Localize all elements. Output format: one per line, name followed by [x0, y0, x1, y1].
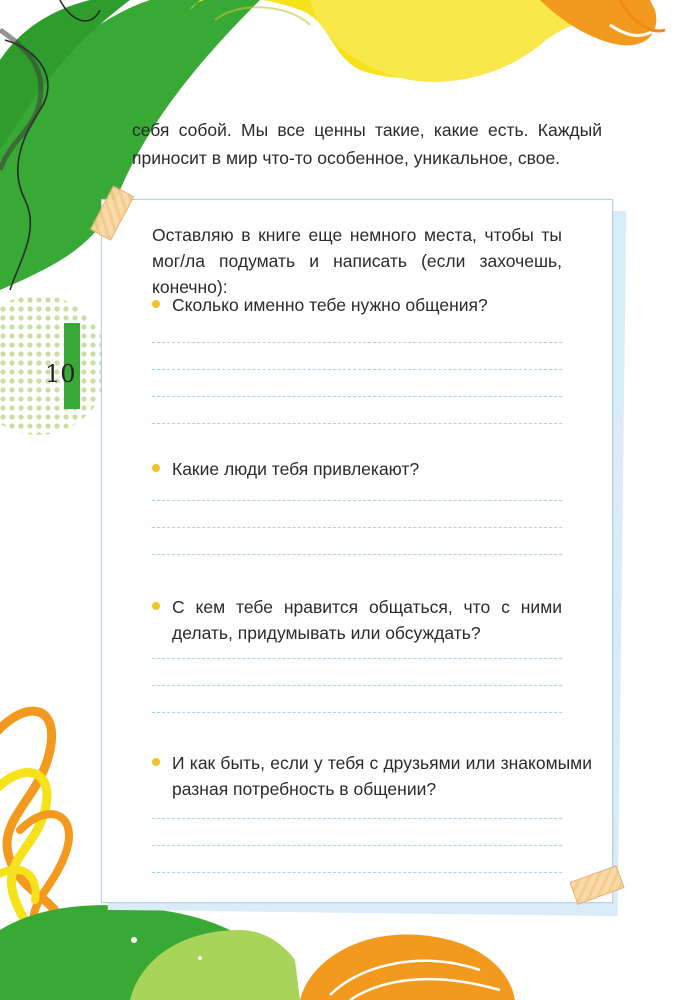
notes-card	[101, 199, 613, 903]
answer-line[interactable]	[152, 686, 562, 713]
bullet-icon	[152, 300, 160, 308]
answer-lines[interactable]	[152, 316, 562, 424]
answer-line[interactable]	[152, 792, 562, 819]
answer-line[interactable]	[152, 397, 562, 424]
question-text: С кем тебе нравится общаться, что с ними делать, придумывать или обсуждать?	[172, 597, 562, 643]
answer-line[interactable]	[152, 474, 562, 501]
answer-line[interactable]	[152, 501, 562, 528]
answer-line[interactable]	[152, 819, 562, 846]
answer-line[interactable]	[152, 659, 562, 686]
answer-lines[interactable]	[152, 792, 562, 873]
answer-line[interactable]	[152, 343, 562, 370]
bullet-icon	[152, 602, 160, 610]
question-text: И как быть, если у тебя с друзьями или знакомыми разная потребность в общении?	[172, 753, 592, 799]
card-intro-text: Оставляю в книге еще немного места, чтобы ты мог/ла подумать и написать (если захочешь, конечно):	[152, 225, 562, 297]
question-item	[152, 292, 592, 318]
answer-lines[interactable]	[152, 474, 562, 555]
answer-line[interactable]	[152, 846, 562, 873]
question-text: Сколько именно тебе нужно общения?	[172, 295, 488, 315]
answer-line[interactable]	[152, 528, 562, 555]
answer-lines[interactable]	[152, 632, 562, 713]
orange-blob-bottom	[300, 934, 515, 1000]
question-text: Какие люди тебя привлекают?	[172, 459, 420, 479]
answer-line[interactable]	[152, 316, 562, 343]
page-number: 10	[45, 360, 76, 388]
answer-line[interactable]	[152, 370, 562, 397]
answer-line[interactable]	[152, 632, 562, 659]
bullet-icon	[152, 464, 160, 472]
intro-paragraph: себя собой. Мы все ценны такие, какие есть. Каждый приносит в мир что-то особенное, уникальное, свое.	[132, 120, 602, 168]
bullet-icon	[152, 758, 160, 766]
